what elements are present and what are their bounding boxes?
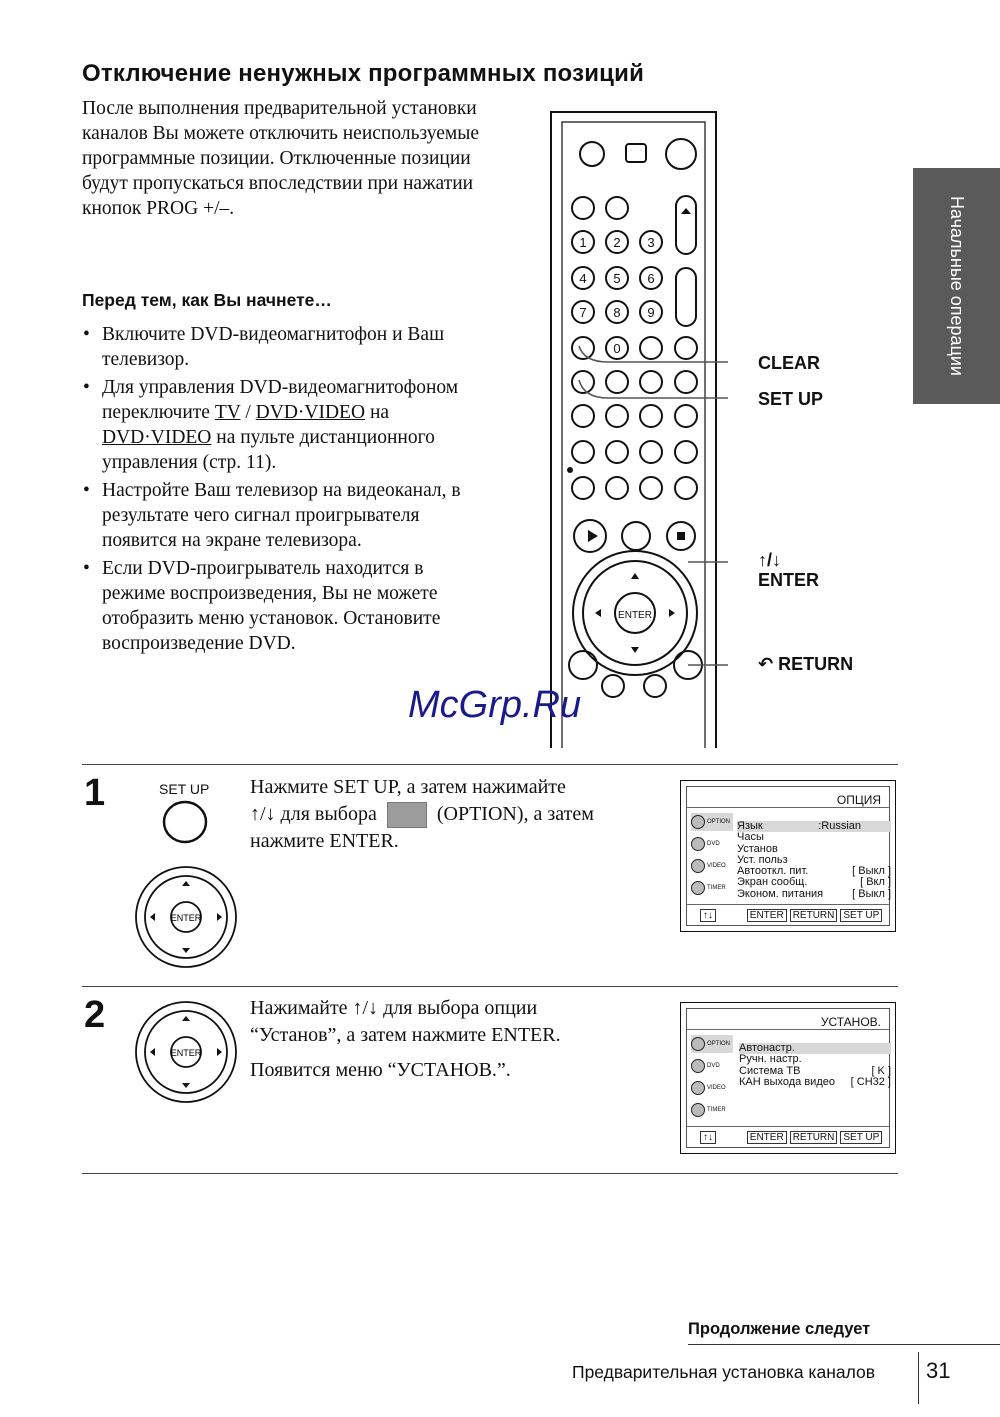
continued-note: Продолжение следует xyxy=(688,1320,871,1338)
digit-label: 3 xyxy=(647,235,655,250)
digit-label: 6 xyxy=(647,271,655,286)
menu-row: Часы xyxy=(737,831,764,844)
step1-instructions xyxy=(250,774,670,855)
divider xyxy=(82,1173,898,1174)
menu-row: Система ТВ [ K ] xyxy=(739,1064,891,1077)
tab-label: OPTION xyxy=(707,1041,731,1047)
before-you-begin-heading: Перед тем, как Вы начнете… xyxy=(82,290,332,310)
list-item-text: / xyxy=(240,402,256,423)
return-hint: RETURN xyxy=(790,909,838,922)
return-label xyxy=(758,654,853,675)
menu-row: Ручн. настр. xyxy=(739,1053,802,1066)
tab-label: VIDEO xyxy=(707,1085,726,1091)
video-tab-icon xyxy=(691,857,733,875)
enter-key-label: ENTER xyxy=(170,1048,202,1058)
menu-row: Экран сообщ. [ Вкл ] xyxy=(737,876,891,889)
digit-label: 7 xyxy=(579,305,587,320)
option-menu-screen xyxy=(680,780,896,932)
arrow-keys-hint: ↑↓ xyxy=(700,1131,716,1144)
dvd-tab-icon xyxy=(691,835,733,853)
tab-label: DVD xyxy=(707,1063,720,1069)
return-label-text: RETURN xyxy=(778,654,854,674)
menu-row: Автонастр. xyxy=(739,1043,891,1054)
tab-label: DVD xyxy=(707,841,720,847)
arrows-label: ↑/↓ xyxy=(758,550,782,570)
footer-divider xyxy=(918,1352,919,1404)
step-text-line: Нажимайте ↑/↓ для выбора опции xyxy=(250,997,538,1019)
enter-key-label: ENTER xyxy=(170,913,202,923)
timer-tab-icon xyxy=(691,1101,733,1119)
setup-button-label: SET UP xyxy=(159,781,210,797)
setup-hint: SET UP xyxy=(840,909,882,922)
enter-hint: ENTER xyxy=(747,1131,787,1144)
list-item xyxy=(82,375,482,475)
clear-label: CLEAR xyxy=(758,353,820,373)
setup-hint: SET UP xyxy=(840,1131,882,1144)
option-icon xyxy=(387,802,427,828)
digit-label: 4 xyxy=(579,271,587,286)
footer-section-title: Предварительная установка каналов xyxy=(572,1362,876,1382)
step-number: 2 xyxy=(84,994,106,1036)
digit-label: 5 xyxy=(613,271,621,286)
side-tab-label: Начальные операции xyxy=(947,196,967,376)
dvd-tab-icon xyxy=(691,1057,733,1075)
menu-row: Эконом. питания [ Выкл ] xyxy=(737,887,891,900)
setup-label: SET UP xyxy=(758,389,824,409)
list-item xyxy=(82,556,482,656)
tab-label: VIDEO xyxy=(707,863,726,869)
step-text-fragment: (OPTION), а затем xyxy=(436,803,594,825)
tab-label: TIMER xyxy=(707,885,726,891)
step-text-line: Нажмите SET UP, а затем нажимайте xyxy=(250,776,566,798)
menu-row: Установ xyxy=(737,842,778,855)
menu-footer xyxy=(697,910,882,921)
step-text-line xyxy=(250,801,670,828)
before-list xyxy=(82,322,482,659)
list-item-text: Включите DVD-видеомагнитофон и Ваш телевизор. xyxy=(102,324,445,370)
tab-label: TIMER xyxy=(707,1107,726,1113)
enter-button-label: ENTER xyxy=(618,610,652,621)
footer-rule xyxy=(688,1344,1000,1345)
intro-paragraph: После выполнения предварительной установки каналов Вы можете отключить неиспользуемые программные позиции. Отключенные позиции будут пропускаться впоследствии при нажатии кнопок PROG +/–. xyxy=(82,98,480,219)
switch-dvd-label: DVD·VIDEO xyxy=(255,402,366,423)
list-item-text: Настройте Ваш телевизор на видеоканал, в результате чего сигнал проигрывателя появится на экране телевизора. xyxy=(102,480,461,551)
digit-label: 0 xyxy=(613,341,621,356)
remote-control-illustration xyxy=(548,108,728,748)
list-item-text: Если DVD-проигрыватель находится в режиме воспроизведения, Вы не можете отобразить меню установок. Остановите воспроизведение DVD. xyxy=(102,558,441,654)
setup-menu-screen xyxy=(680,1002,896,1154)
option-tab-icon xyxy=(691,1035,733,1053)
enter-label: ENTER xyxy=(758,570,820,590)
step-text-line: “Установ”, а затем нажмите ENTER. xyxy=(250,1024,561,1046)
menu-row: Язык :Russian xyxy=(737,821,891,832)
digit-label: 2 xyxy=(613,235,621,250)
watermark: McGrp.Ru xyxy=(408,684,582,726)
section-side-tab xyxy=(913,168,1000,404)
menu-title: УСТАНОВ. xyxy=(820,1015,881,1029)
list-item xyxy=(82,478,482,553)
switch-tv-label: TV xyxy=(214,402,241,423)
menu-title: ОПЦИЯ xyxy=(836,793,881,807)
list-item xyxy=(82,322,482,372)
step2-instructions xyxy=(250,995,670,1084)
step-text-fragment: ↑/↓ для выбора xyxy=(250,803,377,825)
option-tab-icon xyxy=(691,813,733,831)
digit-label: 9 xyxy=(647,305,655,320)
enter-hint: ENTER xyxy=(747,909,787,922)
menu-row: Автооткл. пит. [ Выкл ] xyxy=(737,865,891,878)
switch-dvd-label-target: DVD·VIDEO xyxy=(102,427,212,448)
return-icon: ↶ xyxy=(758,654,779,674)
divider xyxy=(82,764,898,765)
list-item-text: Для управления DVD-видеомагнитофоном переключите xyxy=(102,377,459,423)
page-number: 31 xyxy=(926,1358,951,1383)
tab-label: OPTION xyxy=(707,819,731,825)
list-item-text: на xyxy=(365,402,390,423)
return-hint: RETURN xyxy=(790,1131,838,1144)
step-text-line: Появится меню “УСТАНОВ.”. xyxy=(250,1059,511,1081)
menu-row: Уст. польз xyxy=(737,853,788,866)
page-title: Отключение ненужных программных позиций xyxy=(82,60,645,87)
divider xyxy=(82,986,898,987)
setup-button-icon xyxy=(160,800,210,846)
step-number: 1 xyxy=(84,772,106,814)
menu-row: КАН выхода видео [ CH32 ] xyxy=(739,1075,891,1088)
arrow-keys-hint: ↑↓ xyxy=(700,909,716,922)
list-item-text: на пульте дистанционного управления (стр. 11). xyxy=(102,427,435,473)
dpad-enter-icon xyxy=(134,1000,238,1104)
video-tab-icon xyxy=(691,1079,733,1097)
dpad-enter-icon xyxy=(134,865,238,969)
digit-label: 1 xyxy=(579,235,587,250)
timer-tab-icon xyxy=(691,879,733,897)
step-text-line: нажмите ENTER. xyxy=(250,830,399,852)
menu-footer xyxy=(697,1132,882,1143)
digit-label: 8 xyxy=(613,305,621,320)
